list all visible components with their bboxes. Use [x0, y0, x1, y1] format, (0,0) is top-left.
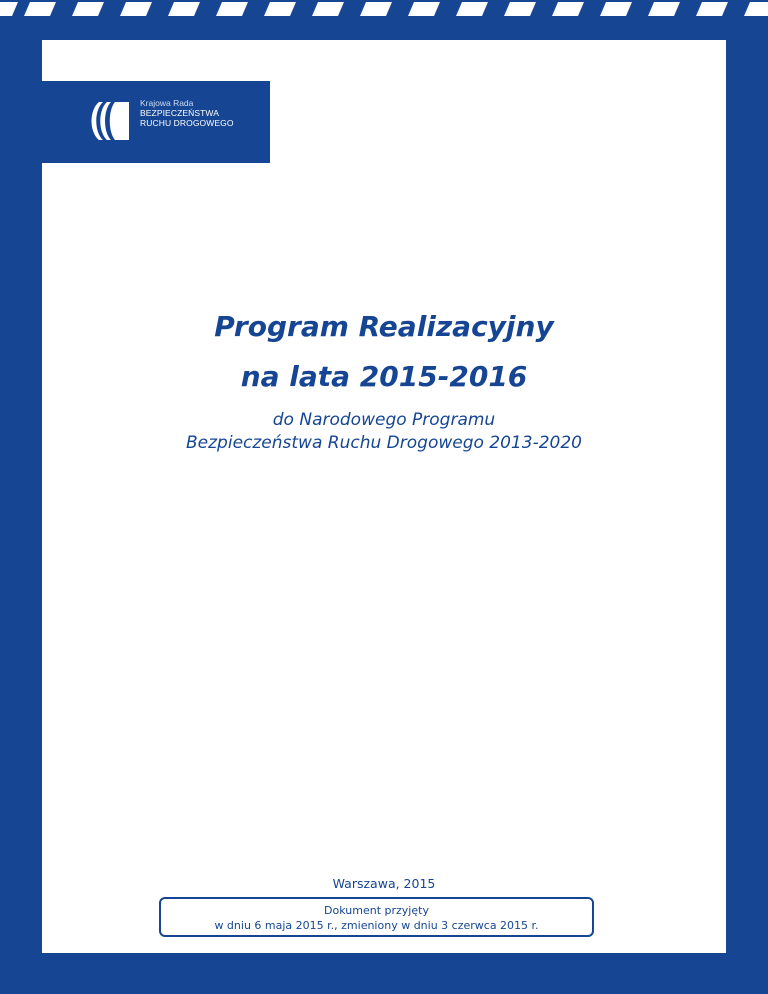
- logo-line-1: Krajowa Rada: [140, 98, 194, 108]
- adoption-note-box: [159, 897, 594, 937]
- logo-text: [140, 98, 234, 128]
- subtitle-line-2: Bezpieczeństwa Ruchu Drogowego 2013-2020: [186, 433, 582, 453]
- logo-line-2: BEZPIECZEŃSTWA: [140, 108, 220, 118]
- krbrd-logo-icon: [85, 98, 131, 144]
- adoption-note-line-1: Dokument przyjęty: [324, 904, 429, 917]
- logo-line-3: RUCHU DROGOWEGO: [140, 118, 234, 128]
- title-line-1: Program Realizacyjny: [214, 310, 554, 343]
- top-stripe-border: [0, 0, 768, 18]
- place-date: Warszawa, 2015: [332, 876, 436, 891]
- cover-page: [42, 40, 726, 953]
- title-line-2: na lata 2015-2016: [240, 360, 528, 393]
- subtitle-line-1: do Narodowego Programu: [272, 410, 496, 430]
- adoption-note-line-2: w dniu 6 maja 2015 r., zmieniony w dniu 3 czerwca 2015 r.: [214, 919, 539, 932]
- logo-block: [42, 81, 270, 163]
